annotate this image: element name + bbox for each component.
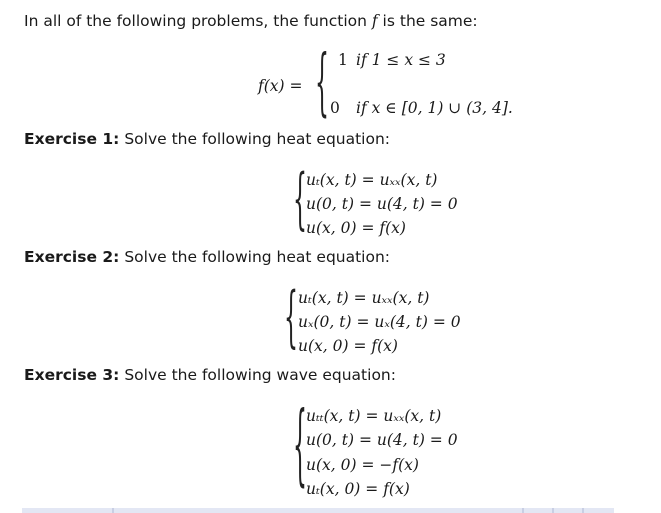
exercise-3-heading	[24, 366, 396, 384]
exercise-3-line-1: uₜₜ(x, t) = uₓₓ(x, t)	[306, 407, 442, 425]
exercise-1-text: Solve the following heat equation:	[124, 130, 391, 148]
exercise-1-heading	[24, 130, 390, 148]
exercise-2-line-1: uₜ(x, t) = uₓₓ(x, t)	[298, 289, 430, 307]
exercise-3-label: Exercise 3:	[24, 366, 120, 384]
intro-suffix: is the same:	[377, 12, 478, 30]
exercise-2-line-3: u(x, 0) = f(x)	[298, 337, 398, 355]
exercise-2-line-2: uₓ(0, t) = uₓ(4, t) = 0	[298, 313, 461, 331]
exercise-2-label: Exercise 2:	[24, 248, 120, 266]
exercise-3-text: Solve the following wave equation:	[124, 366, 396, 384]
definition-case1-value: 1	[338, 51, 348, 69]
intro-prefix: In all of the following problems, the function	[24, 12, 372, 30]
definition-brace: {	[315, 44, 329, 127]
exercise-3-line-3: u(x, 0) = −f(x)	[306, 456, 419, 474]
exercise-2-text: Solve the following heat equation:	[124, 248, 391, 266]
exercise-3-line-4: uₜ(x, 0) = f(x)	[306, 480, 410, 498]
definition-case2-value: 0	[330, 99, 340, 117]
exercise-3-line-2: u(0, t) = u(4, t) = 0	[306, 431, 458, 449]
exercise-3-brace: {	[293, 398, 307, 498]
definition-case1-condition: if 1 ≤ x ≤ 3	[356, 51, 446, 69]
definition-case2-condition: if x ∈ [0, 1) ∪ (3, 4].	[356, 99, 513, 117]
definition-lhs: f(x) =	[258, 77, 303, 95]
bottom-edge-strip	[22, 508, 614, 513]
exercise-1-label: Exercise 1:	[24, 130, 120, 148]
exercise-1-line-2: u(0, t) = u(4, t) = 0	[306, 195, 458, 213]
exercise-2-brace: {	[284, 282, 298, 357]
intro-function-symbol: f	[371, 12, 378, 30]
exercise-2-heading	[24, 248, 390, 266]
exercise-1-brace: {	[293, 164, 307, 239]
exercise-1-line-3: u(x, 0) = f(x)	[306, 219, 406, 237]
intro-text	[24, 12, 478, 30]
exercise-1-line-1: uₜ(x, t) = uₓₓ(x, t)	[306, 171, 438, 189]
